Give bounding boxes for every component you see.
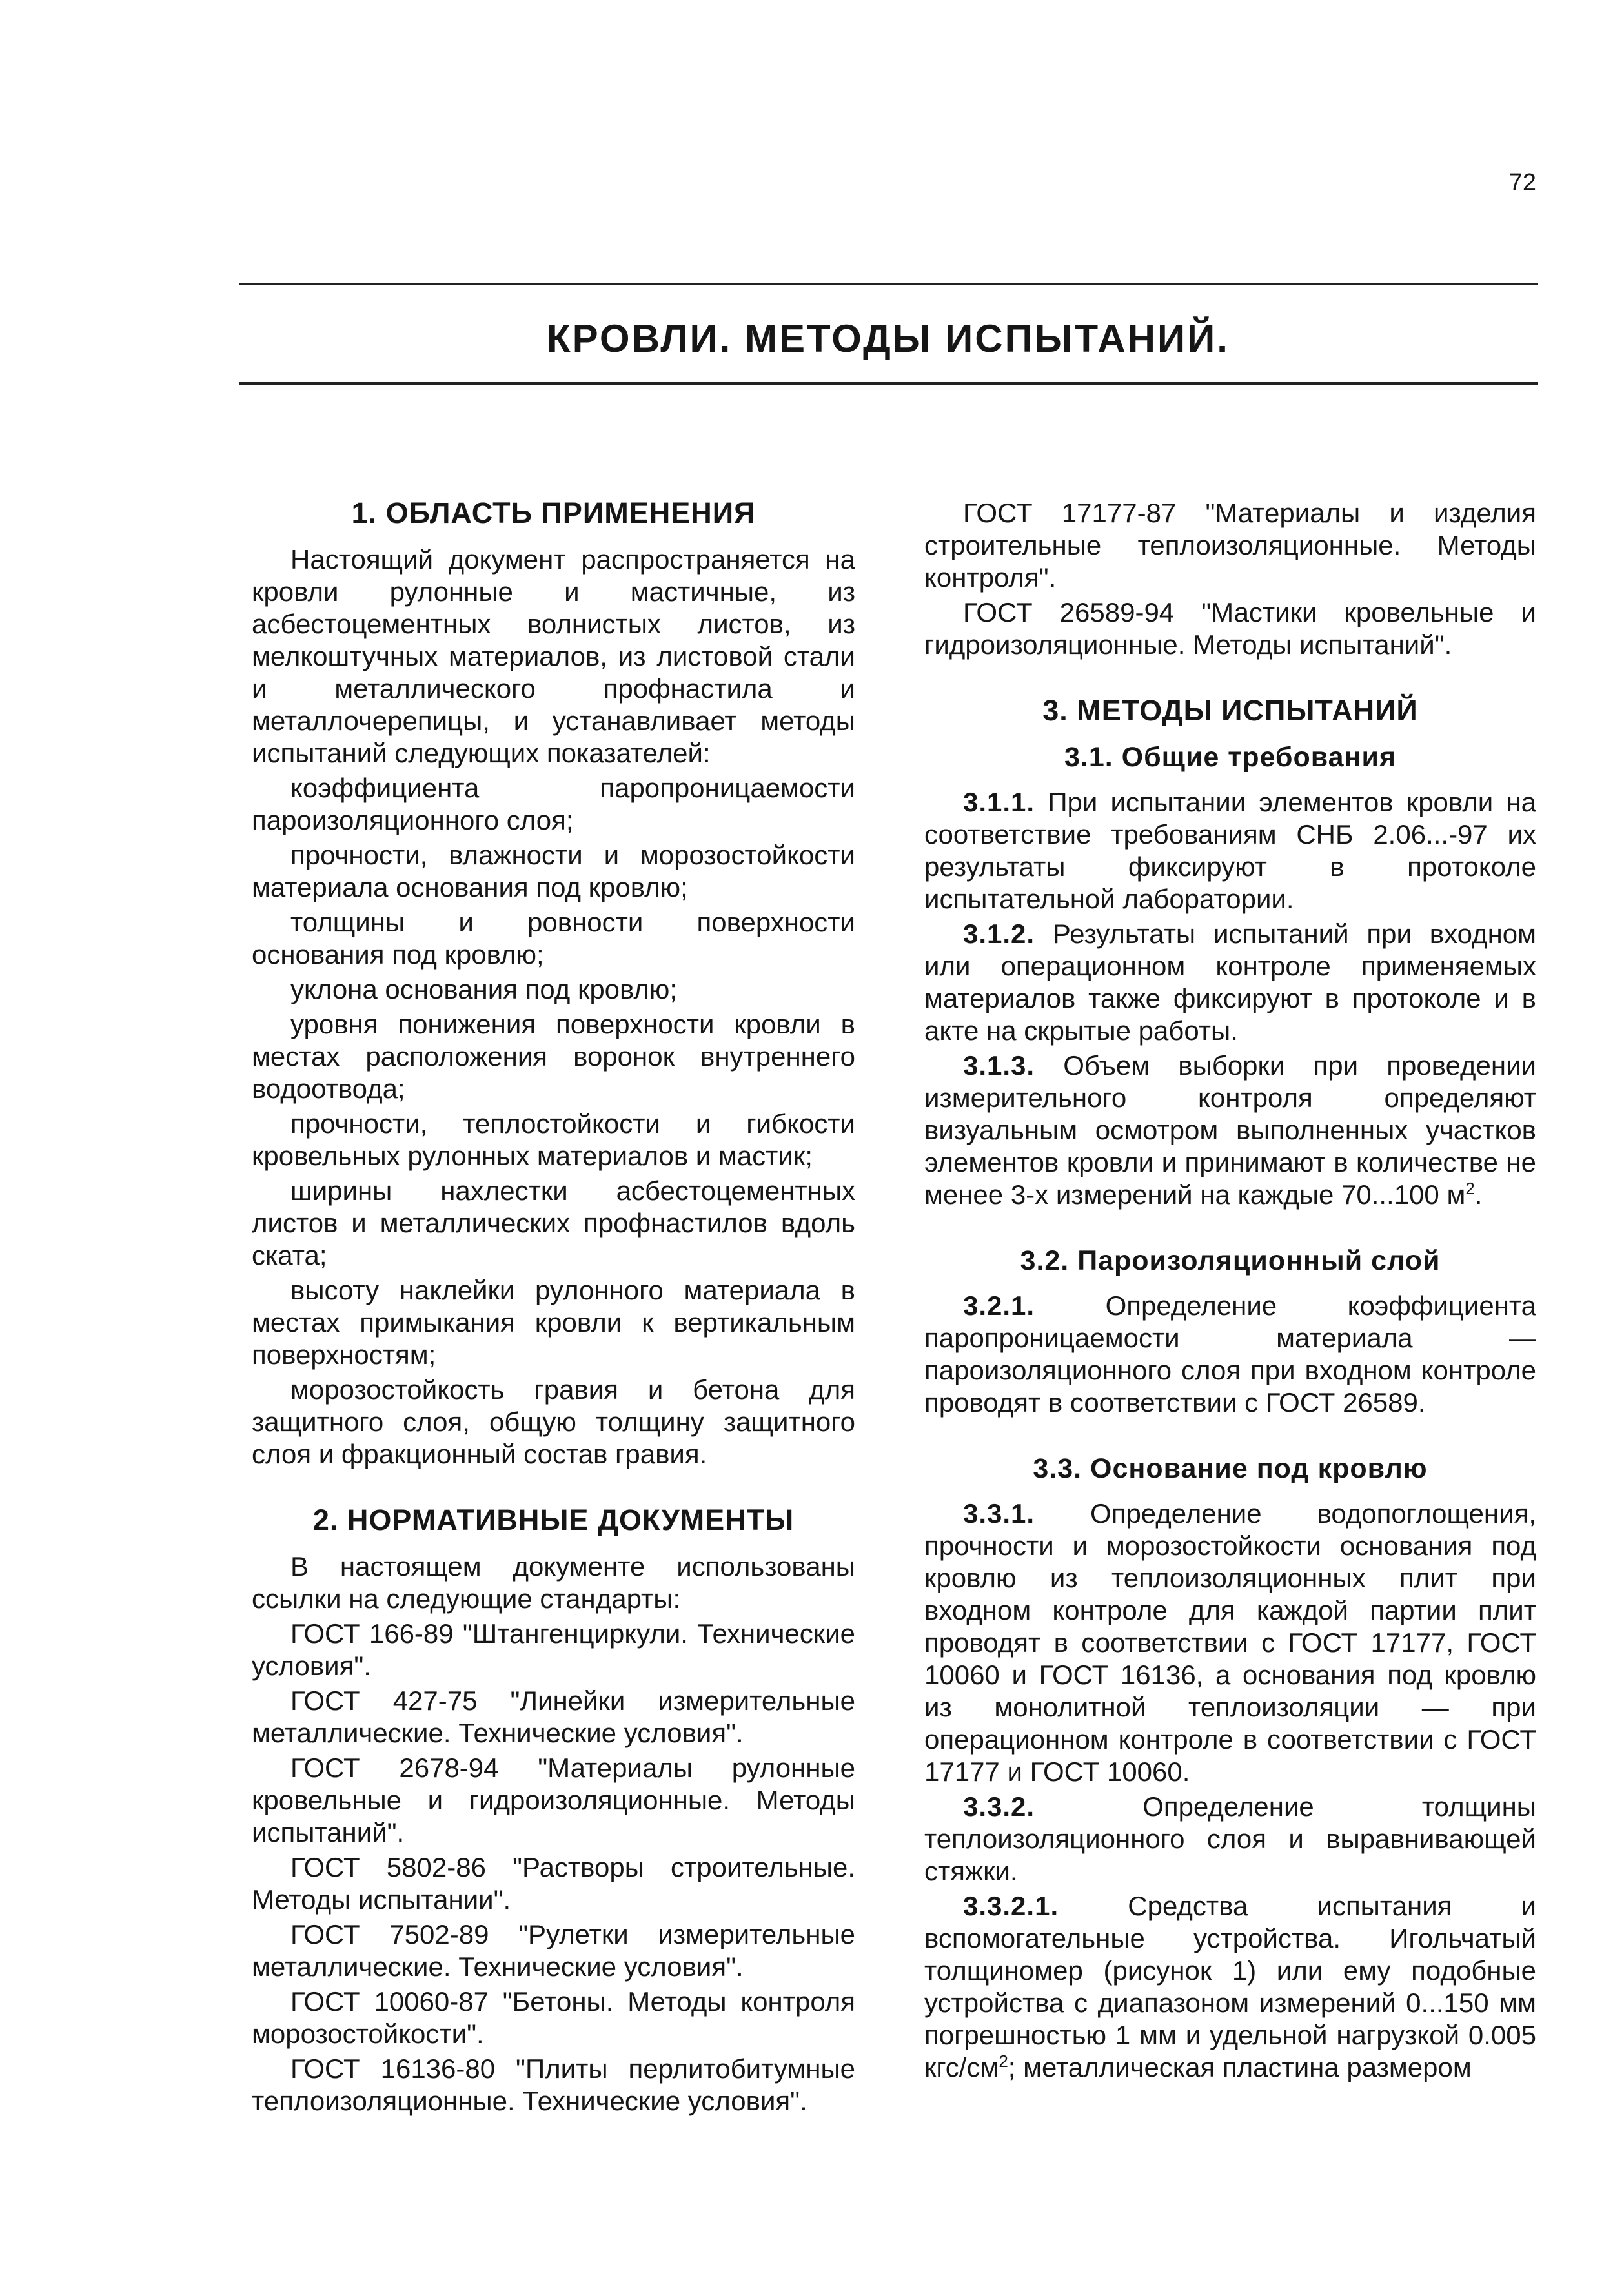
normative-reference: ГОСТ 10060-87 "Бетоны. Методы контроля морозостойкости".: [252, 1986, 855, 2049]
title-divider: [239, 382, 1538, 385]
section-heading-test-methods: 3. МЕТОДЫ ИСПЫТАНИЙ: [1042, 694, 1418, 727]
left-column: [252, 497, 855, 2120]
section-heading-scope: 1. ОБЛАСТЬ ПРИМЕНЕНИЯ: [351, 496, 756, 529]
clause-3-3-2: [924, 1791, 1536, 1888]
superscript: 2: [1465, 1179, 1475, 1198]
scope-item: морозостойкость гравия и бетона для защитного слоя, общую толщину защитного слоя и фракционный состав гравия.: [252, 1374, 855, 1469]
scope-item: прочности, влажности и морозостойкости материала основания под кровлю;: [252, 840, 855, 902]
clause-number: 3.1.1.: [963, 787, 1035, 817]
normative-reference: ГОСТ 16136-80 "Плиты перлитобитумные теплоизоляционные. Технические условия".: [252, 2053, 855, 2116]
section-heading-normative-documents: 2. НОРМАТИВНЫЕ ДОКУМЕНТЫ: [312, 1503, 795, 1536]
clause-text: Средства испытания и вспомогательные устройства. Игольчатый толщиномер (рисунок 1) или ему подобные устройства с диапазоном измерений 0...150 мм погрешностью 1 мм и удельной нагрузкой 0.005 кгс/см: [924, 1891, 1537, 2082]
clause-text: При испытании элементов кровли на соответствие требованиям СНБ 2.06...-97 их результаты фиксируют в протоколе испытательной лаборатории.: [924, 787, 1536, 914]
clause-3-1-2: [924, 918, 1536, 1047]
subsection-heading-vapor-barrier: 3.2. Пароизоляционный слой: [1020, 1245, 1441, 1276]
subsection-heading-general: 3.1. Общие требования: [1064, 742, 1397, 773]
scope-item: ширины нахлестки асбестоцементных листов и металлических профнастилов вдоль ската;: [252, 1176, 855, 1270]
clause-number: 3.3.2.1.: [963, 1891, 1059, 1921]
clause-number: 3.1.3.: [963, 1050, 1035, 1081]
scope-item: прочности, теплостойкости и гибкости кровельных рулонных материалов и мастик;: [252, 1108, 855, 1171]
right-column: [924, 497, 1536, 2086]
clause-text: Результаты испытаний при входном или операционном контроле применяемых материалов также фиксируют в протоколе и в акте на скрытые работы.: [924, 919, 1536, 1046]
clause-text: Определение толщины теплоизоляционного слоя и выравнивающей стяжки.: [924, 1791, 1536, 1886]
clause-3-3-2-1: [924, 1890, 1536, 2084]
scope-item: уклона основания под кровлю;: [290, 974, 678, 1004]
normative-reference: ГОСТ 2678-94 "Материалы рулонные кровельные и гидроизоляционные. Методы испытаний".: [252, 1753, 855, 1847]
normative-reference: ГОСТ 26589-94 "Мастики кровельные и гидроизоляционные. Методы испытаний".: [924, 597, 1536, 660]
clause-number: 3.3.2.: [963, 1791, 1035, 1822]
normative-reference: ГОСТ 5802-86 "Растворы строительные. Методы испытании".: [252, 1852, 855, 1915]
clause-text: Объем выборки при проведении измерительного контроля определяют визуальным осмотром выполненных участков элементов кровли и принимают в количестве не менее 3-х измерений на каждые 70...100 м: [924, 1050, 1537, 1210]
normative-reference: ГОСТ 17177-87 "Материалы и изделия строительные теплоизоляционные. Методы контроля".: [924, 498, 1536, 593]
page-title: КРОВЛИ. МЕТОДЫ ИСПЫТАНИЙ.: [547, 317, 1230, 360]
normative-reference: ГОСТ 427-75 "Линейки измерительные металлические. Технические условия".: [252, 1685, 855, 1748]
clause-3-2-1: [924, 1290, 1536, 1419]
superscript: 2: [999, 2051, 1008, 2071]
clause-number: 3.1.2.: [963, 919, 1035, 949]
normative-reference: ГОСТ 166-89 "Штангенциркули. Технические условия".: [252, 1618, 855, 1681]
clause-number: 3.2.1.: [963, 1290, 1035, 1321]
clause-text-end: .: [1474, 1179, 1483, 1210]
clause-text-end: ; металлическая пластина размером: [1008, 2052, 1472, 2082]
clause-3-1-3: [924, 1050, 1536, 1211]
clause-3-1-1: [924, 786, 1536, 915]
normative-intro: В настоящем документе использованы ссылки на следующие стандарты:: [252, 1551, 855, 1614]
scope-paragraph: Настоящий документ распространяется на кровли рулонные и мастичные, из асбестоцементных волнистых листов, из мелкоштучных материалов, из листовой стали и металлического профнастила и металлочерепицы, и устанавливает методы испытаний следующих показателей:: [252, 544, 855, 768]
scope-item: толщины и ровности поверхности основания под кровлю;: [252, 907, 855, 970]
clause-text: Определение водопоглощения, прочности и морозостойкости основания под кровлю из теплоизоляционных плит при входном контроле для каждой партии плит проводят в соответствии с ГОСТ 17177, ГОСТ 10060 и ГОСТ 16136, а основания под кровлю из монолитной теплоизоляции — при операционном контроле в соответствии с ГОСТ 17177 и ГОСТ 10060.: [924, 1498, 1536, 1787]
scope-item: коэффициента паропроницаемости пароизоляционного слоя;: [252, 773, 855, 835]
subsection-heading-roof-base: 3.3. Основание под кровлю: [1033, 1453, 1428, 1484]
normative-reference: ГОСТ 7502-89 "Рулетки измерительные металлические. Технические условия".: [252, 1919, 855, 1982]
clause-3-3-1: [924, 1498, 1536, 1788]
clause-number: 3.3.1.: [963, 1498, 1035, 1529]
page-number: 72: [1508, 169, 1536, 196]
scope-item: уровня понижения поверхности кровли в местах расположения воронок внутреннего водоотвода;: [252, 1009, 855, 1104]
scope-item: высоту наклейки рулонного материала в местах примыкания кровли к вертикальным поверхностям;: [252, 1275, 855, 1370]
clause-text: Определение коэффициента паропроницаемости материала — пароизоляционного слоя при входном контроле проводят в соответствии с ГОСТ 26589.: [924, 1290, 1537, 1418]
top-divider: [239, 283, 1538, 285]
